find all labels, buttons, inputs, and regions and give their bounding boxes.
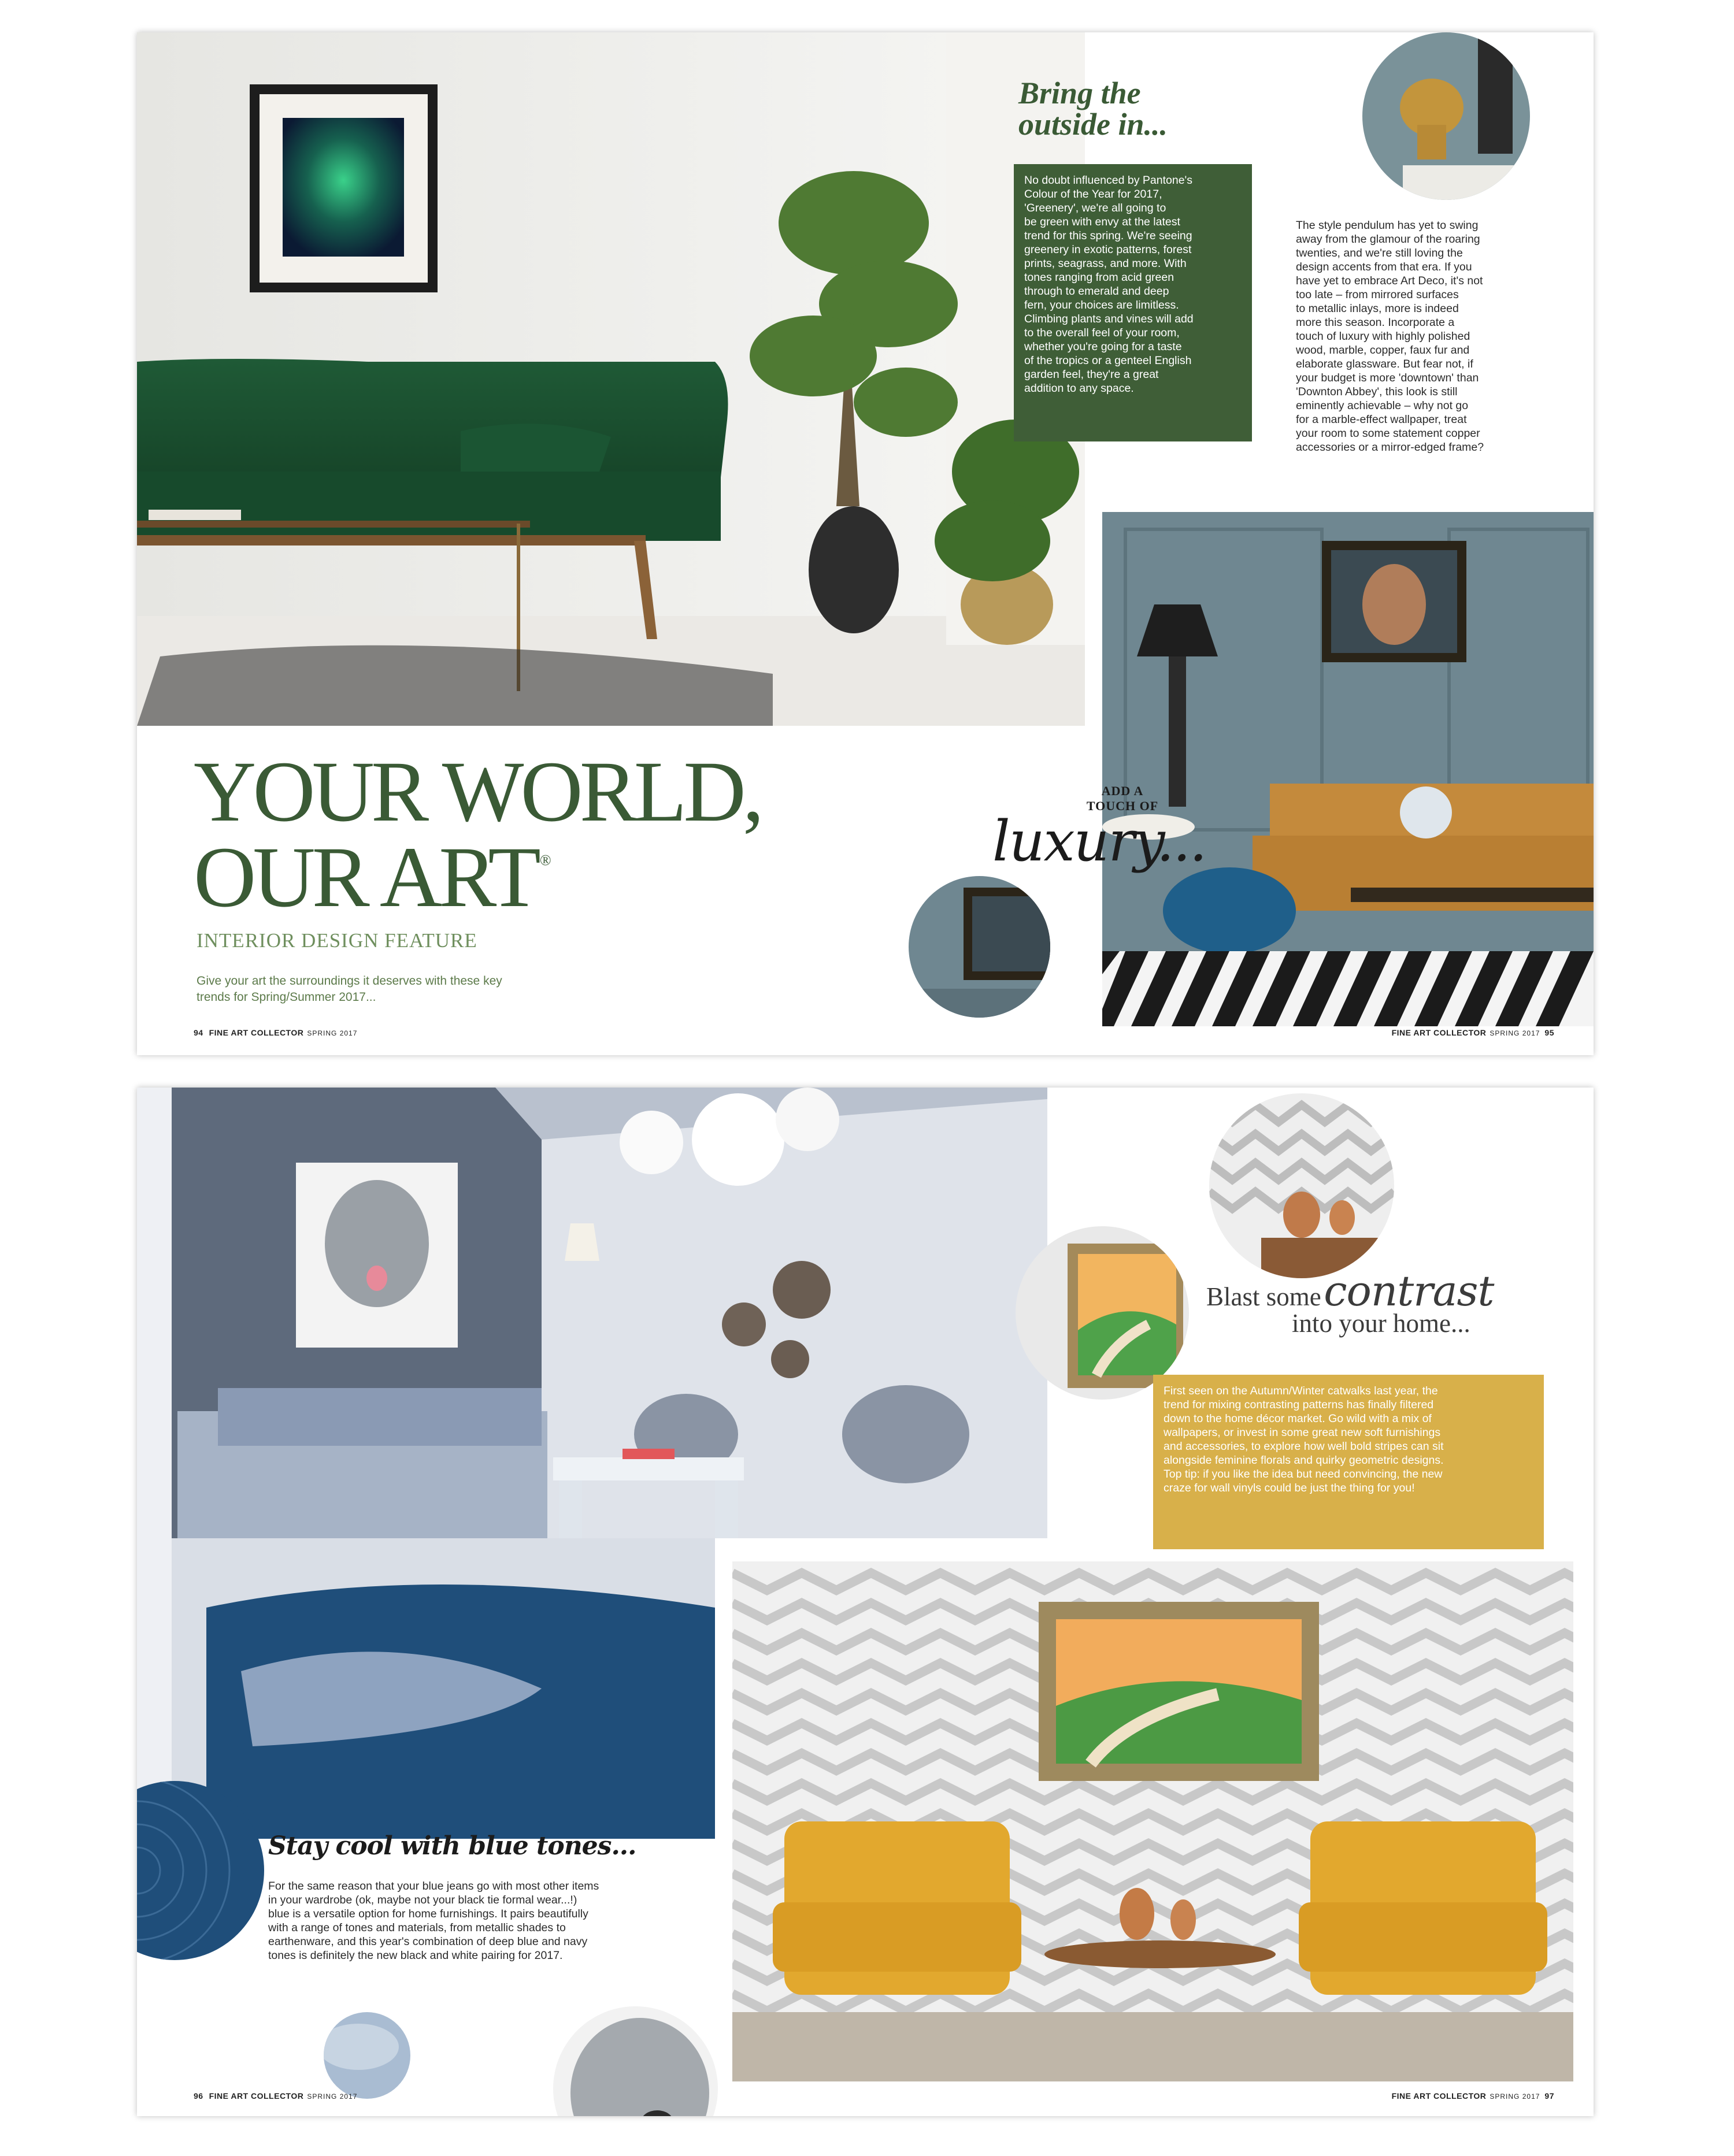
art-deco-line: too late – from mirrored surfaces <box>1296 288 1459 301</box>
landscape-painting-circle-photo <box>1016 1226 1189 1400</box>
green-trend-line: be green with envy at the latest <box>1024 216 1180 228</box>
green-trend-line: garden feel, they're a great <box>1024 368 1159 381</box>
art-deco-line: have yet to embrace Art Deco, it's not <box>1296 274 1483 287</box>
blue-room-photo <box>137 1088 1047 1538</box>
green-trend-line: addition to any space. <box>1024 382 1134 395</box>
art-deco-line: design accents from that era. If you <box>1296 261 1472 273</box>
art-deco-line: elaborate glassware. But fear not, if <box>1296 358 1473 370</box>
green-trend-heading <box>1018 77 1250 140</box>
art-deco-line: The style pendulum has yet to swing <box>1296 219 1479 232</box>
green-trend-line: greenery in exotic patterns, forest <box>1024 243 1192 256</box>
feature-title <box>194 744 887 925</box>
art-deco-line: touch of luxury with highly polished <box>1296 330 1470 343</box>
mustard-chairs-room-photo <box>732 1561 1573 2081</box>
contrast-text-line: alongside feminine florals and quirky geometric designs. <box>1164 1454 1444 1467</box>
green-trend-line: trend for this spring. We're seeing <box>1024 229 1192 242</box>
painting-detail-circle-photo <box>909 876 1050 1018</box>
title-line-1: YOUR WORLD, <box>194 744 761 840</box>
blue-tones-text <box>268 1879 731 1962</box>
green-trend-text <box>1024 173 1242 395</box>
green-trend-box <box>1014 164 1252 441</box>
contrast-script: contrast <box>1324 1267 1494 1315</box>
blue-tones-line: blue is a versatile option for home furnishings. It pairs beautifully <box>268 1908 588 1920</box>
green-sofa-room-photo <box>137 32 1085 726</box>
art-deco-line: eminently achievable – why not go <box>1296 399 1469 412</box>
contrast-text-line: craze for wall vinyls could be just the thing for you! <box>1164 1482 1415 1494</box>
green-trend-line: tones ranging from acid green <box>1024 271 1174 284</box>
art-deco-text <box>1296 218 1573 454</box>
folio-page-96: 96 FINE ART COLLECTOR SPRING 2017 <box>194 2091 358 2101</box>
blue-tones-line: with a range of tones and materials, from metallic shades to <box>268 1921 566 1934</box>
art-deco-line: 'Downton Abbey', this look is still <box>1296 385 1458 398</box>
folio-page-95: FINE ART COLLECTOR SPRING 2017 95 <box>1391 1028 1554 1037</box>
green-trend-line: prints, seagrass, and more. With <box>1024 257 1187 270</box>
green-trend-line: to the overall feel of your room, <box>1024 326 1180 339</box>
contrast-heading-part-1: Blast some <box>1206 1282 1321 1311</box>
art-deco-line: for a marble-effect wallpaper, treat <box>1296 413 1467 426</box>
contrast-text-line: trend for mixing contrasting patterns has finally filtered <box>1164 1398 1434 1411</box>
green-trend-line: of the tropics or a genteel English <box>1024 354 1192 367</box>
art-deco-line: away from the glamour of the roaring <box>1296 233 1480 246</box>
contrast-text-line: down to the home décor market. Go wild with a mix of <box>1164 1412 1432 1425</box>
blue-tones-line: in your wardrobe (ok, maybe not your black tie formal wear...!) <box>268 1894 577 1906</box>
art-deco-line: twenties, and we're still loving the <box>1296 247 1463 259</box>
contrast-text-line: and accessories, to explore how well bold stripes can sit <box>1164 1440 1444 1453</box>
luxury-callout <box>992 784 1235 888</box>
green-trend-line: fern, your choices are limitless. <box>1024 299 1179 311</box>
contrast-text-line: First seen on the Autumn/Winter catwalks last year, the <box>1164 1385 1438 1397</box>
luxury-small-line-2: TOUCH OF <box>1086 799 1159 813</box>
art-deco-line: accessories or a mirror-edged frame? <box>1296 441 1484 454</box>
art-deco-line: more this season. Incorporate a <box>1296 316 1455 329</box>
contrast-text-line: Top tip: if you like the idea but need convincing, the new <box>1164 1468 1443 1480</box>
dog-bust-circle-photo <box>1362 32 1530 200</box>
feature-intro <box>197 973 659 1005</box>
contrast-text-line: wallpapers, or invest in some great new soft furnishings <box>1164 1426 1441 1439</box>
art-deco-line: wood, marble, copper, faux fur and <box>1296 344 1470 357</box>
contrast-heading <box>1206 1267 1582 1338</box>
green-trend-line: Climbing plants and vines will add <box>1024 313 1194 325</box>
sheepdog-art-circle-photo <box>553 2006 718 2116</box>
art-deco-line: your room to some statement copper <box>1296 427 1480 440</box>
folio-page-94: 94 FINE ART COLLECTOR SPRING 2017 <box>194 1028 358 1037</box>
spread-pages-96-97 <box>137 1088 1594 2116</box>
green-trend-line: whether you're going for a taste <box>1024 340 1182 353</box>
spread-pages-94-95 <box>137 32 1594 1055</box>
green-heading-line-2: outside in... <box>1018 107 1168 142</box>
folio-page-97: FINE ART COLLECTOR SPRING 2017 97 <box>1391 2091 1554 2101</box>
luxury-script: luxury... <box>992 809 1206 874</box>
green-trend-line: through to emerald and deep <box>1024 285 1169 298</box>
intro-line-1: Give your art the surroundings it deserves with these key <box>197 974 502 988</box>
green-heading-line-1: Bring the <box>1018 76 1141 110</box>
green-trend-line: Colour of the Year for 2017, <box>1024 188 1162 201</box>
blue-fabric-circle-photo <box>324 2012 410 2099</box>
title-line-2: OUR ART <box>194 829 538 925</box>
blue-tones-line: tones is definitely the new black and white pairing for 2017. <box>268 1949 563 1962</box>
blue-room-photo-lower <box>137 1538 715 1839</box>
contrast-text-box <box>1153 1375 1544 1549</box>
green-trend-line: 'Greenery', we're all going to <box>1024 202 1166 214</box>
luxury-room-photo <box>1102 512 1594 1026</box>
registered-mark: ® <box>539 852 551 869</box>
chevron-vase-circle-photo <box>1209 1093 1394 1278</box>
art-deco-line: to metallic inlays, more is indeed <box>1296 302 1459 315</box>
feature-subtitle: INTERIOR DESIGN FEATURE <box>197 929 477 952</box>
contrast-heading-line-2: into your home... <box>1292 1309 1470 1338</box>
blue-tones-heading: Stay cool with blue tones... <box>268 1831 636 1861</box>
luxury-small-line-1: ADD A <box>1101 784 1144 798</box>
blue-tones-line: earthenware, and this year's combination of deep blue and navy <box>268 1935 588 1948</box>
green-trend-line: No doubt influenced by Pantone's <box>1024 174 1193 187</box>
intro-line-2: trends for Spring/Summer 2017... <box>197 990 376 1004</box>
art-deco-line: your budget is more 'downtown' than <box>1296 372 1479 384</box>
blue-tones-line: For the same reason that your blue jeans go with most other items <box>268 1880 599 1892</box>
